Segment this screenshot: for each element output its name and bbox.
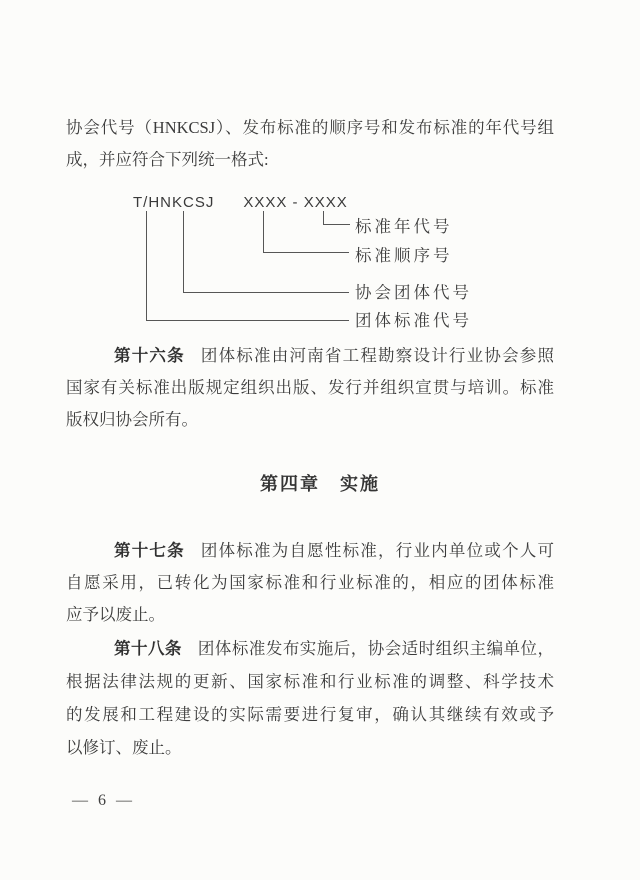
article-16-text: 团体标准由河南省工程勘察设计行业协会参照: [200, 346, 555, 365]
diagram-label-sequence-number: 标准顺序号: [355, 246, 453, 265]
page-number: — 6 —: [72, 792, 135, 809]
article-17-number: 第十七条: [114, 541, 185, 560]
article-18-number: 第十八条: [114, 639, 182, 658]
paragraph-line: [66, 632, 554, 665]
diagram-connector-year-code: [323, 211, 350, 225]
paragraph-line: 的发展和工程建设的实际需要进行复审，确认其继续有效或予: [66, 705, 554, 724]
standard-code-pattern: XXXX - XXXX: [243, 194, 348, 211]
paragraph-line: 国家有关标准出版规定组织出版、发行并组织宣贯与培训。标准: [66, 378, 554, 397]
article-17-paragraph: [66, 535, 554, 631]
paragraph-line: [66, 535, 554, 567]
article-18-paragraph: [66, 632, 554, 764]
diagram-label-association-code: 协会团体代号: [355, 283, 472, 302]
paragraph-line: 协会代号（HNKCSJ）、发布标准的顺序号和发布标准的年代号组: [66, 118, 554, 137]
paragraph-line: 根据法律法规的更新、国家标准和行业标准的调整、科学技术: [66, 672, 554, 691]
article-17-text: 团体标准为自愿性标准，行业内单位或个人可: [200, 541, 555, 560]
standard-code-prefix: T/HNKCSJ: [133, 194, 215, 211]
paragraph-line: 成，并应符合下列统一格式:: [66, 150, 269, 169]
paragraph-line: [66, 340, 554, 372]
article-16-paragraph: [66, 340, 554, 436]
diagram-label-group-code: 团体标准代号: [355, 311, 472, 330]
paragraph-line: 版权归协会所有。: [66, 410, 198, 429]
article-18-text: 团体标准发布实施后，协会适时组织主编单位，: [197, 639, 555, 658]
paragraph-line: 应予以废止。: [66, 605, 165, 624]
intro-paragraph: [66, 112, 554, 176]
paragraph-line: 以修订、废止。: [66, 738, 182, 757]
paragraph-line: 自愿采用，已转化为国家标准和行业标准的，相应的团体标准: [66, 573, 554, 592]
standard-code-format: [133, 194, 348, 212]
diagram-label-year-code: 标准年代号: [355, 217, 453, 236]
chapter-heading: 第四章 实施: [260, 474, 380, 494]
article-16-number: 第十六条: [114, 346, 185, 365]
